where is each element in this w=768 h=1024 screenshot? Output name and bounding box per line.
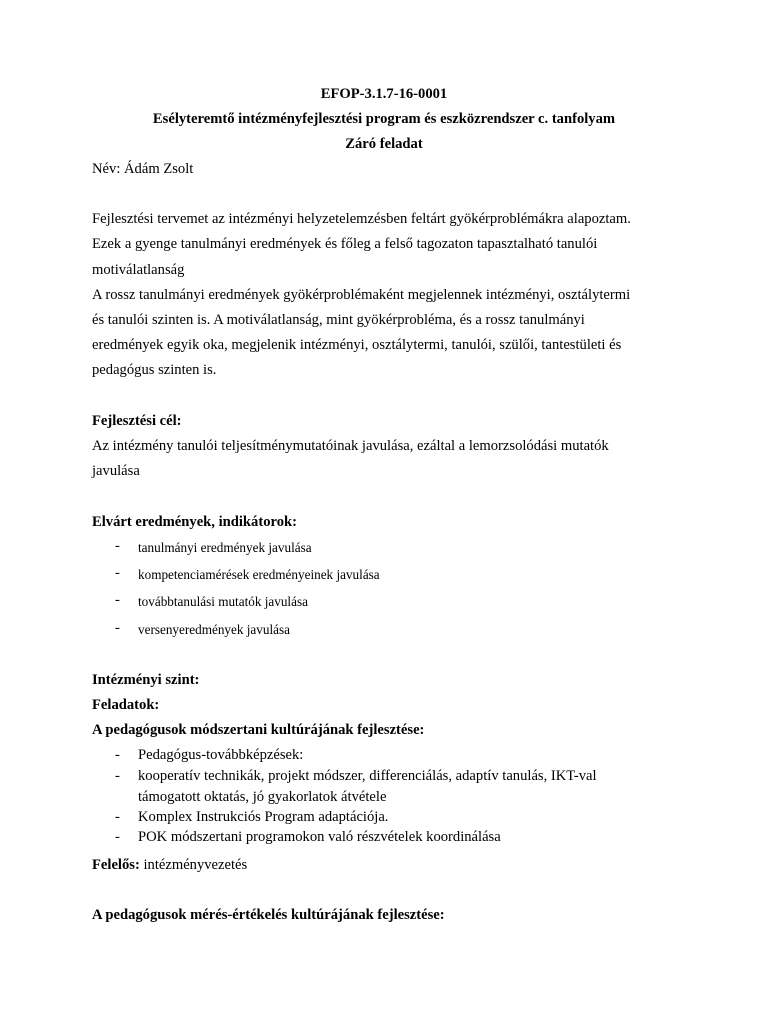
list-bullet: -: [115, 592, 120, 608]
intro-line: pedagógus szinten is.: [92, 362, 217, 378]
method-culture-heading: A pedagógusok módszertani kultúrájának fejlesztése:: [92, 722, 425, 738]
author-name: Név: Ádám Zsolt: [92, 161, 194, 177]
responsible-label: Felelős:: [92, 857, 140, 873]
list-item: Pedagógus-továbbképzések:: [138, 747, 304, 763]
list-bullet: -: [115, 565, 120, 581]
intro-line: eredmények egyik oka, megjelenik intézményi, osztálytermi, tanulói, szülői, tantestületi és: [92, 337, 622, 353]
list-item: továbbtanulási mutatók javulása: [138, 594, 308, 609]
tasks-heading: Feladatok:: [92, 697, 160, 713]
course-title: Esélyteremtő intézményfejlesztési program és eszközrendszer c. tanfolyam: [152, 111, 616, 127]
responsible-line: [92, 857, 247, 874]
list-bullet: -: [115, 538, 120, 554]
goal-heading: Fejlesztési cél:: [92, 413, 182, 429]
list-bullet: -: [115, 768, 120, 784]
goal-line: javulása: [92, 463, 140, 479]
list-item: kompetenciamérések eredményeinek javulása: [138, 567, 380, 582]
list-item: tanulmányi eredmények javulása: [138, 540, 312, 555]
intro-line: és tanulói szinten is. A motiválatlanság, mint gyökérprobléma, és a rossz tanulmányi: [92, 312, 585, 328]
intro-line: Fejlesztési tervemet az intézményi helyzetelemzésben feltárt gyökérproblémákra alapoztam.: [92, 211, 631, 227]
list-bullet: -: [115, 747, 120, 763]
institution-level-heading: Intézményi szint:: [92, 672, 200, 688]
intro-line: motiválatlanság: [92, 262, 185, 278]
list-item: POK módszertani programokon való részvételek koordinálása: [138, 829, 501, 845]
list-item: kooperatív technikák, projekt módszer, differenciálás, adaptív tanulás, IKT-val: [138, 768, 597, 784]
intro-line: A rossz tanulmányi eredmények gyökérproblémaként megjelennek intézményi, osztálytermi: [92, 287, 631, 303]
assignment-title: Záró feladat: [345, 136, 423, 152]
list-bullet: -: [115, 620, 120, 636]
responsible-value: intézményvezetés: [139, 857, 248, 873]
list-item-continuation: támogatott oktatás, jó gyakorlatok átvétele: [138, 789, 387, 805]
list-item: Komplex Instrukciós Program adaptációja.: [138, 809, 389, 825]
goal-line: Az intézmény tanulói teljesítménymutatóinak javulása, ezáltal a lemorzsolódási mutatók: [92, 438, 609, 454]
results-heading: Elvárt eredmények, indikátorok:: [92, 514, 297, 530]
list-item: versenyeredmények javulása: [138, 622, 290, 637]
document-code: EFOP-3.1.7-16-0001: [320, 86, 448, 102]
evaluation-culture-heading: A pedagógusok mérés-értékelés kultúrájának fejlesztése:: [92, 907, 445, 923]
list-bullet: -: [115, 809, 120, 825]
intro-line: Ezek a gyenge tanulmányi eredmények és főleg a felső tagozaton tapasztalható tanulói: [92, 236, 598, 252]
list-bullet: -: [115, 829, 120, 845]
